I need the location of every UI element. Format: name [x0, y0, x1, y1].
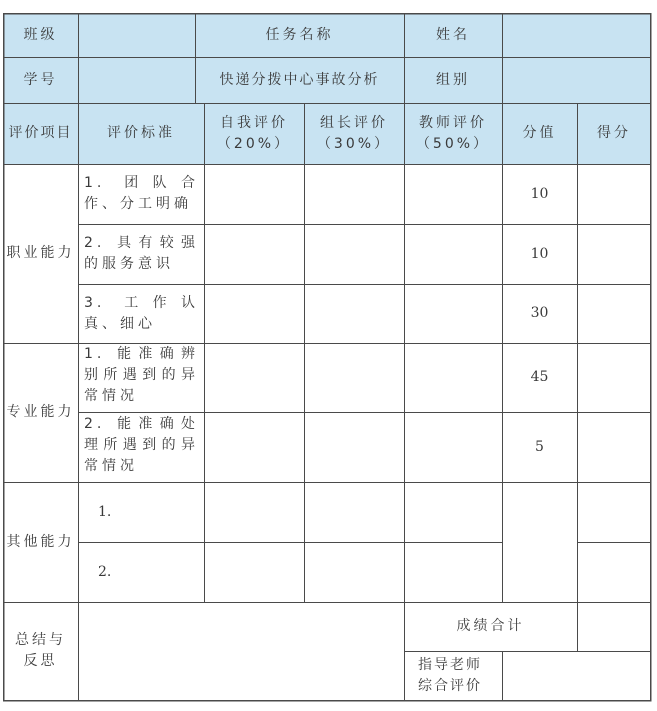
section-summary: 总结与 反思	[15, 632, 66, 669]
teacher-comment-label: 指导老师 综合评价	[418, 656, 482, 694]
criteria-cell: 1. 团队合作、分工明确	[84, 175, 199, 212]
col-teacher: 教师评价 （50%）	[404, 103, 502, 164]
section-professional: 专业能力	[6, 404, 75, 420]
task-name-value: 快递分拨中心事故分析	[195, 57, 404, 103]
points-cell: 45	[530, 369, 549, 385]
section-vocational: 职业能力	[6, 245, 75, 261]
criteria-cell: 3. 工作认真、细心	[84, 295, 199, 332]
points-cell: 5	[535, 438, 544, 455]
col-leader: 组长评价 （30%）	[304, 103, 404, 164]
section-other: 其他能力	[6, 533, 75, 550]
class-label: 班级	[3, 13, 78, 57]
group-label: 组别	[404, 57, 502, 103]
criteria-cell: 1.	[98, 503, 112, 520]
col-item: 评价项目	[3, 103, 78, 164]
points-cell: 30	[530, 305, 549, 321]
total-label: 成绩合计	[456, 618, 525, 634]
criteria-cell: 2.	[98, 563, 112, 580]
criteria-cell: 2. 具有较强的服务意识	[84, 235, 199, 272]
col-score: 得分	[577, 103, 651, 164]
criteria-cell: 2. 能准确处理所遇到的异常情况	[84, 416, 199, 474]
points-cell: 10	[530, 245, 549, 262]
col-self: 自我评价 （20%）	[204, 103, 304, 164]
col-score-value: 分值	[502, 103, 577, 164]
col-criteria: 评价标准	[78, 103, 204, 164]
criteria-cell: 1. 能准确辨别所遇到的异常情况	[84, 346, 199, 404]
student-id-label: 学号	[3, 57, 78, 103]
name-label: 姓名	[404, 13, 502, 57]
task-name-label: 任务名称	[195, 13, 404, 57]
points-cell: 10	[530, 185, 549, 202]
